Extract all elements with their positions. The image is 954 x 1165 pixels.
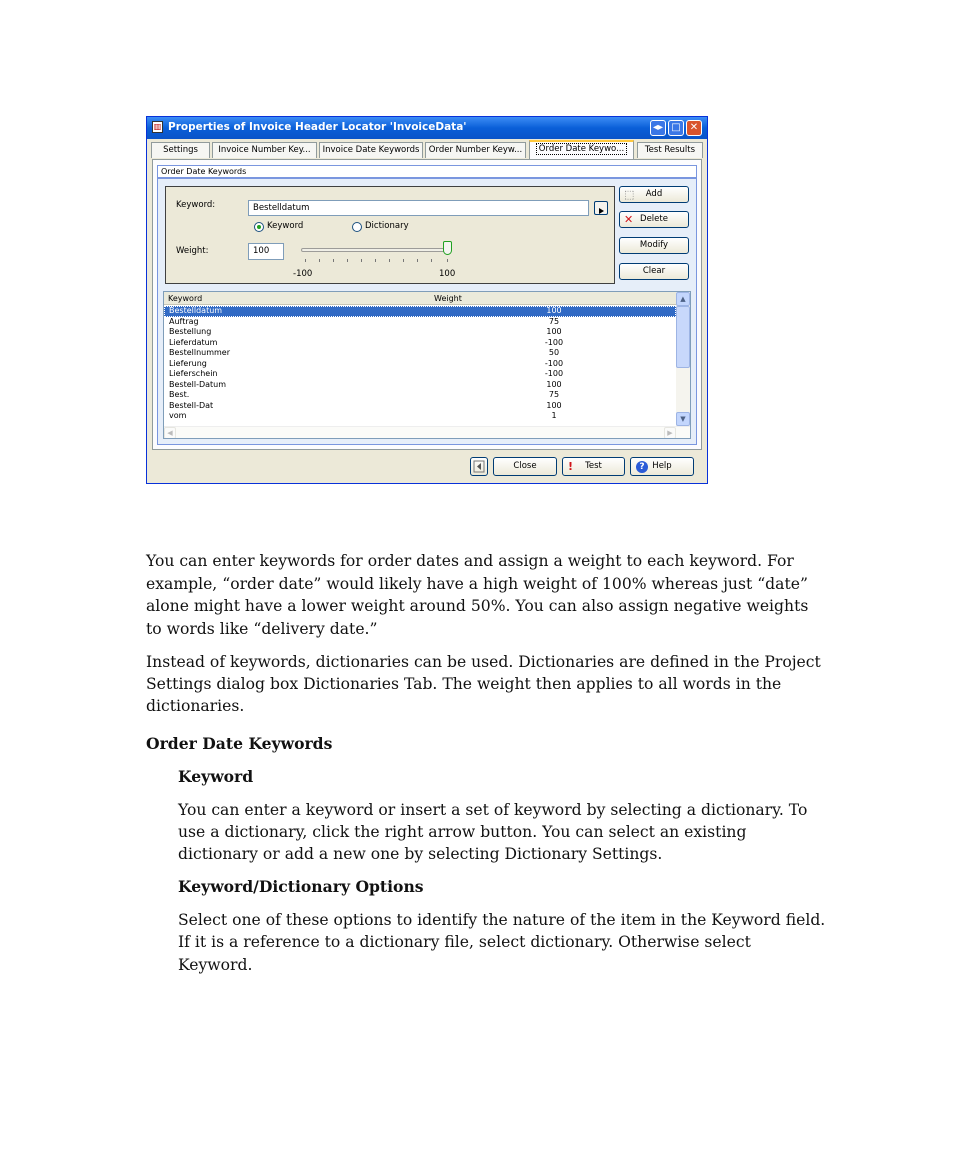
text-line: dictionaries. [146, 697, 245, 715]
delete-icon: ✕ [624, 213, 634, 226]
exclamation-icon: ! [568, 460, 574, 473]
close-button[interactable]: Close [493, 457, 557, 476]
order-date-keywords-group [157, 179, 697, 445]
close-icon[interactable]: ✕ [686, 120, 702, 136]
list-row[interactable]: Bestellnummer 50 [169, 348, 560, 357]
text-line: use a dictionary, click the right arrow button. You can select an existing [178, 823, 747, 841]
slider-tick [375, 259, 376, 262]
slider-tick [319, 259, 320, 262]
app-icon: ▥ [153, 122, 162, 131]
modify-button[interactable]: Modify [619, 237, 689, 254]
add-button[interactable]: ⬚ Add [619, 186, 689, 203]
tab-panel [152, 159, 702, 450]
list-row[interactable]: Lieferdatum -100 [169, 337, 564, 347]
help-button[interactable]: ? Help [630, 457, 694, 476]
keyword-editor [165, 186, 615, 284]
text-line: You can enter keywords for order dates and assign a weight to each keyword. For [146, 552, 794, 570]
tab-invoice-date-keywords[interactable]: Invoice Date Keywords [319, 142, 423, 158]
list-row[interactable]: Bestell-Datum 100 [169, 379, 562, 389]
context-help-icon[interactable]: ◂▸ [650, 120, 666, 136]
scroll-up-icon[interactable]: ▲ [676, 292, 690, 306]
list-row[interactable]: Lieferschein -100 [169, 369, 564, 378]
tab-settings[interactable]: Settings [151, 142, 210, 158]
text-line: Keyword. [178, 956, 253, 974]
subsection-heading: Keyword [178, 767, 254, 786]
text-line: dictionary or add a new one by selecting Dictionary Settings. [178, 845, 663, 863]
tab-order-number-keywords[interactable]: Order Number Keyw... [425, 142, 526, 158]
group-title: Order Date Keywords [157, 165, 697, 179]
weight-input[interactable]: 100 [248, 243, 284, 260]
slider-tick [305, 259, 306, 262]
list-row[interactable]: Lieferung -100 [169, 358, 564, 368]
list-row[interactable]: Bestelldatum 100 [164, 306, 676, 317]
dictionary-radio-label: Dictionary [365, 221, 409, 231]
column-header-weight[interactable]: Weight [434, 294, 462, 303]
right-arrow-icon [595, 205, 607, 217]
scroll-down-icon[interactable]: ▼ [676, 412, 690, 426]
slider-tick [361, 259, 362, 262]
list-row[interactable]: Bestellung 100 [169, 327, 562, 336]
keyword-label: Keyword: [176, 200, 216, 210]
slider-min-label: -100 [293, 269, 313, 279]
vertical-scrollbar[interactable] [676, 292, 690, 426]
list-row[interactable]: vom 1 [169, 411, 557, 420]
slider-tick [417, 259, 418, 262]
slider-tick [403, 259, 404, 262]
maximize-icon[interactable]: □ [668, 120, 684, 136]
text-line: alone might have a lower weight around 50%. You can also assign negative weights [146, 597, 809, 615]
list-row[interactable]: Best. 75 [169, 390, 560, 399]
scroll-right-icon[interactable]: ▶ [664, 427, 676, 439]
slider-tick [389, 259, 390, 262]
clear-button[interactable]: Clear [619, 263, 689, 280]
test-button[interactable]: ! Test [562, 457, 625, 476]
text-line: example, “order date” would likely have a high weight of 100% whereas just “date” [146, 575, 808, 593]
tab-order-date-keywords[interactable]: Order Date Keywo... [529, 140, 634, 159]
horizontal-scrollbar[interactable] [164, 426, 690, 438]
title-bar[interactable] [147, 117, 707, 139]
tab-strip [149, 141, 705, 159]
tab-test-results[interactable]: Test Results [637, 142, 703, 158]
left-arrow-icon [471, 458, 487, 474]
properties-dialog [146, 116, 708, 484]
dictionary-radio[interactable] [352, 222, 362, 232]
list-header [164, 292, 676, 305]
slider-tick [347, 259, 348, 262]
text-line: If it is a reference to a dictionary file, select dictionary. Otherwise select [178, 933, 751, 951]
slider-tick [431, 259, 432, 262]
delete-button[interactable]: ✕ Delete [619, 211, 689, 228]
section-heading: Order Date Keywords [146, 734, 333, 753]
slider-tick [333, 259, 334, 262]
keyword-list[interactable] [163, 291, 691, 439]
weight-slider-track[interactable] [301, 248, 448, 252]
text-line: to words like “delivery date.” [146, 620, 378, 638]
list-row[interactable]: Auftrag 75 [169, 316, 560, 326]
dialog-title: Properties of Invoice Header Locator 'InvoiceData' [168, 121, 467, 133]
collapse-button[interactable] [470, 457, 488, 476]
scroll-thumb[interactable] [676, 306, 690, 368]
slider-max-label: 100 [439, 269, 456, 279]
keyword-input[interactable]: Bestelldatum [248, 200, 589, 216]
scroll-left-icon[interactable]: ◀ [164, 427, 176, 439]
subsection-heading: Keyword/Dictionary Options [178, 877, 424, 896]
text-line: You can enter a keyword or insert a set of keyword by selecting a dictionary. To [178, 801, 808, 819]
keyword-radio-label: Keyword [267, 221, 304, 231]
add-icon: ⬚ [624, 188, 635, 201]
list-row[interactable]: Bestell-Dat 100 [169, 400, 562, 410]
slider-tick [447, 259, 448, 262]
text-line: Settings dialog box Dictionaries Tab. The weight then applies to all words in the [146, 675, 782, 693]
help-icon: ? [636, 461, 648, 473]
keyword-radio[interactable] [254, 222, 264, 232]
tab-invoice-number-keywords[interactable]: Invoice Number Key... [212, 142, 317, 158]
weight-label: Weight: [176, 246, 209, 256]
dictionary-arrow-button[interactable] [594, 201, 608, 215]
weight-slider-thumb[interactable] [443, 241, 452, 255]
column-header-keyword[interactable]: Keyword [168, 294, 203, 303]
text-line: Instead of keywords, dictionaries can be used. Dictionaries are defined in the Project [146, 653, 821, 671]
text-line: Select one of these options to identify the nature of the item in the Keyword field. [178, 911, 826, 929]
